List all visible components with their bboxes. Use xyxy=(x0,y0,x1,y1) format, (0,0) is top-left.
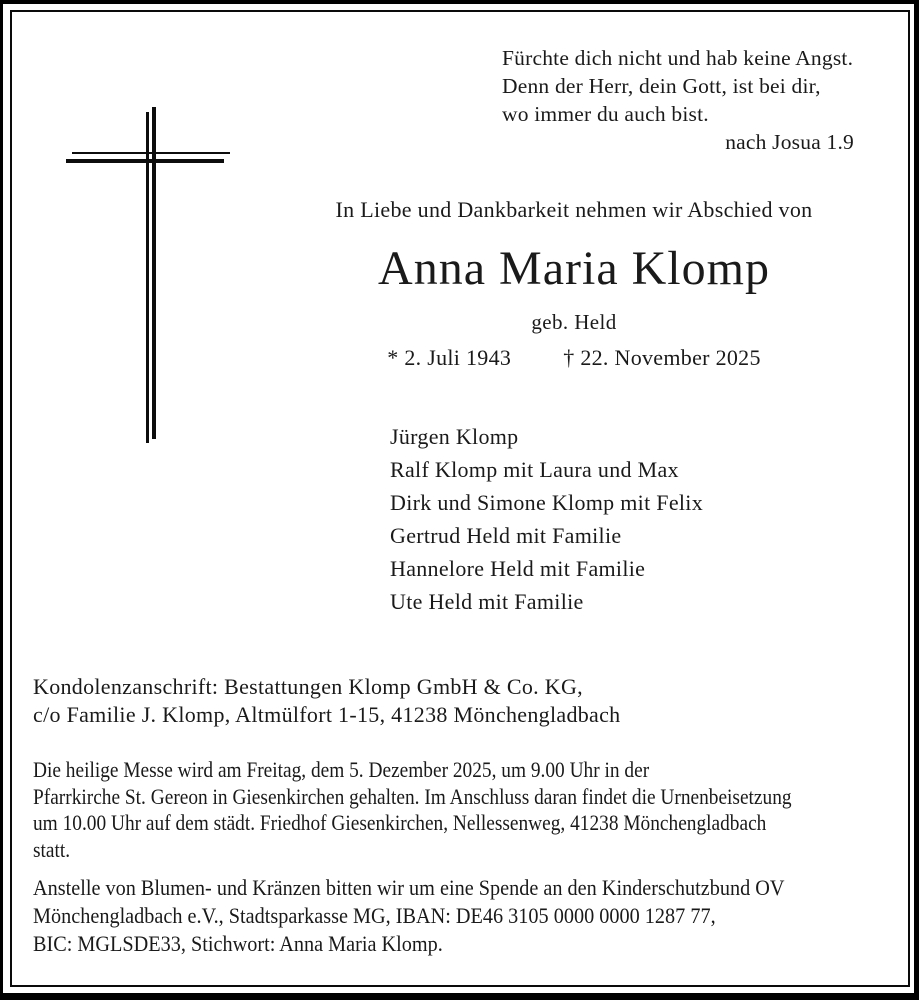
donation-line: Anstelle von Blumen- und Kränzen bitten wir um eine Spende an den Kinderschutzbund OV xyxy=(33,875,785,900)
cross-vertical-line-right xyxy=(152,107,156,439)
service-line: statt. xyxy=(33,836,71,862)
mourner-item: Gertrud Held mit Familie xyxy=(390,523,622,548)
death-date: † 22. November 2025 xyxy=(563,345,761,370)
cross-horizontal-line-upper xyxy=(72,152,230,155)
quote-line: Denn der Herr, dein Gott, ist bei dir, xyxy=(502,74,821,98)
mourner-item: Dirk und Simone Klomp mit Felix xyxy=(390,490,704,515)
donation-info xyxy=(33,874,785,958)
condolence-address xyxy=(33,673,620,729)
mourner-item: Jürgen Klomp xyxy=(390,424,519,449)
quote-line: wo immer du auch bist. xyxy=(502,102,709,126)
deceased-name: Anna Maria Klomp xyxy=(378,242,770,295)
mourner-item: Hannelore Held mit Familie xyxy=(390,556,646,581)
funeral-service-info xyxy=(33,757,792,863)
quote-attribution: nach Josua 1.9 xyxy=(725,130,854,154)
mourner-item: Ute Held mit Familie xyxy=(390,589,584,614)
life-dates xyxy=(387,345,761,371)
service-line: um 10.00 Uhr auf dem städt. Friedhof Giesenkirchen, Nellessenweg, 41238 Mönchengladbach xyxy=(33,810,767,835)
donation-line: BIC: MGLSDE33, Stichwort: Anna Maria Klomp. xyxy=(33,931,443,956)
birth-date: * 2. Juli 1943 xyxy=(387,345,512,370)
service-line: Pfarrkirche St. Gereon in Giesenkirchen gehalten. Im Anschluss daran findet die Urnenbeisetzung xyxy=(33,783,792,809)
scripture-quote xyxy=(502,44,864,156)
cross-horizontal-line-lower xyxy=(66,159,224,163)
maiden-name: geb. Held xyxy=(531,310,617,334)
mourner-item: Ralf Klomp mit Laura und Max xyxy=(390,457,679,482)
intro-line: In Liebe und Dankbarkeit nehmen wir Abschied von xyxy=(335,197,813,222)
condolence-line: c/o Familie J. Klomp, Altmülfort 1-15, 41238 Mönchengladbach xyxy=(33,702,621,727)
service-line: Die heilige Messe wird am Freitag, dem 5. Dezember 2025, um 9.00 Uhr in der xyxy=(33,757,650,782)
quote-line: Fürchte dich nicht und hab keine Angst. xyxy=(502,46,854,70)
donation-line: Mönchengladbach e.V., Stadtsparkasse MG, IBAN: DE46 3105 0000 0000 1287 77, xyxy=(33,903,716,928)
condolence-line: Kondolenzanschrift: Bestattungen Klomp GmbH & Co. KG, xyxy=(33,674,583,699)
mourners-list xyxy=(390,420,703,618)
